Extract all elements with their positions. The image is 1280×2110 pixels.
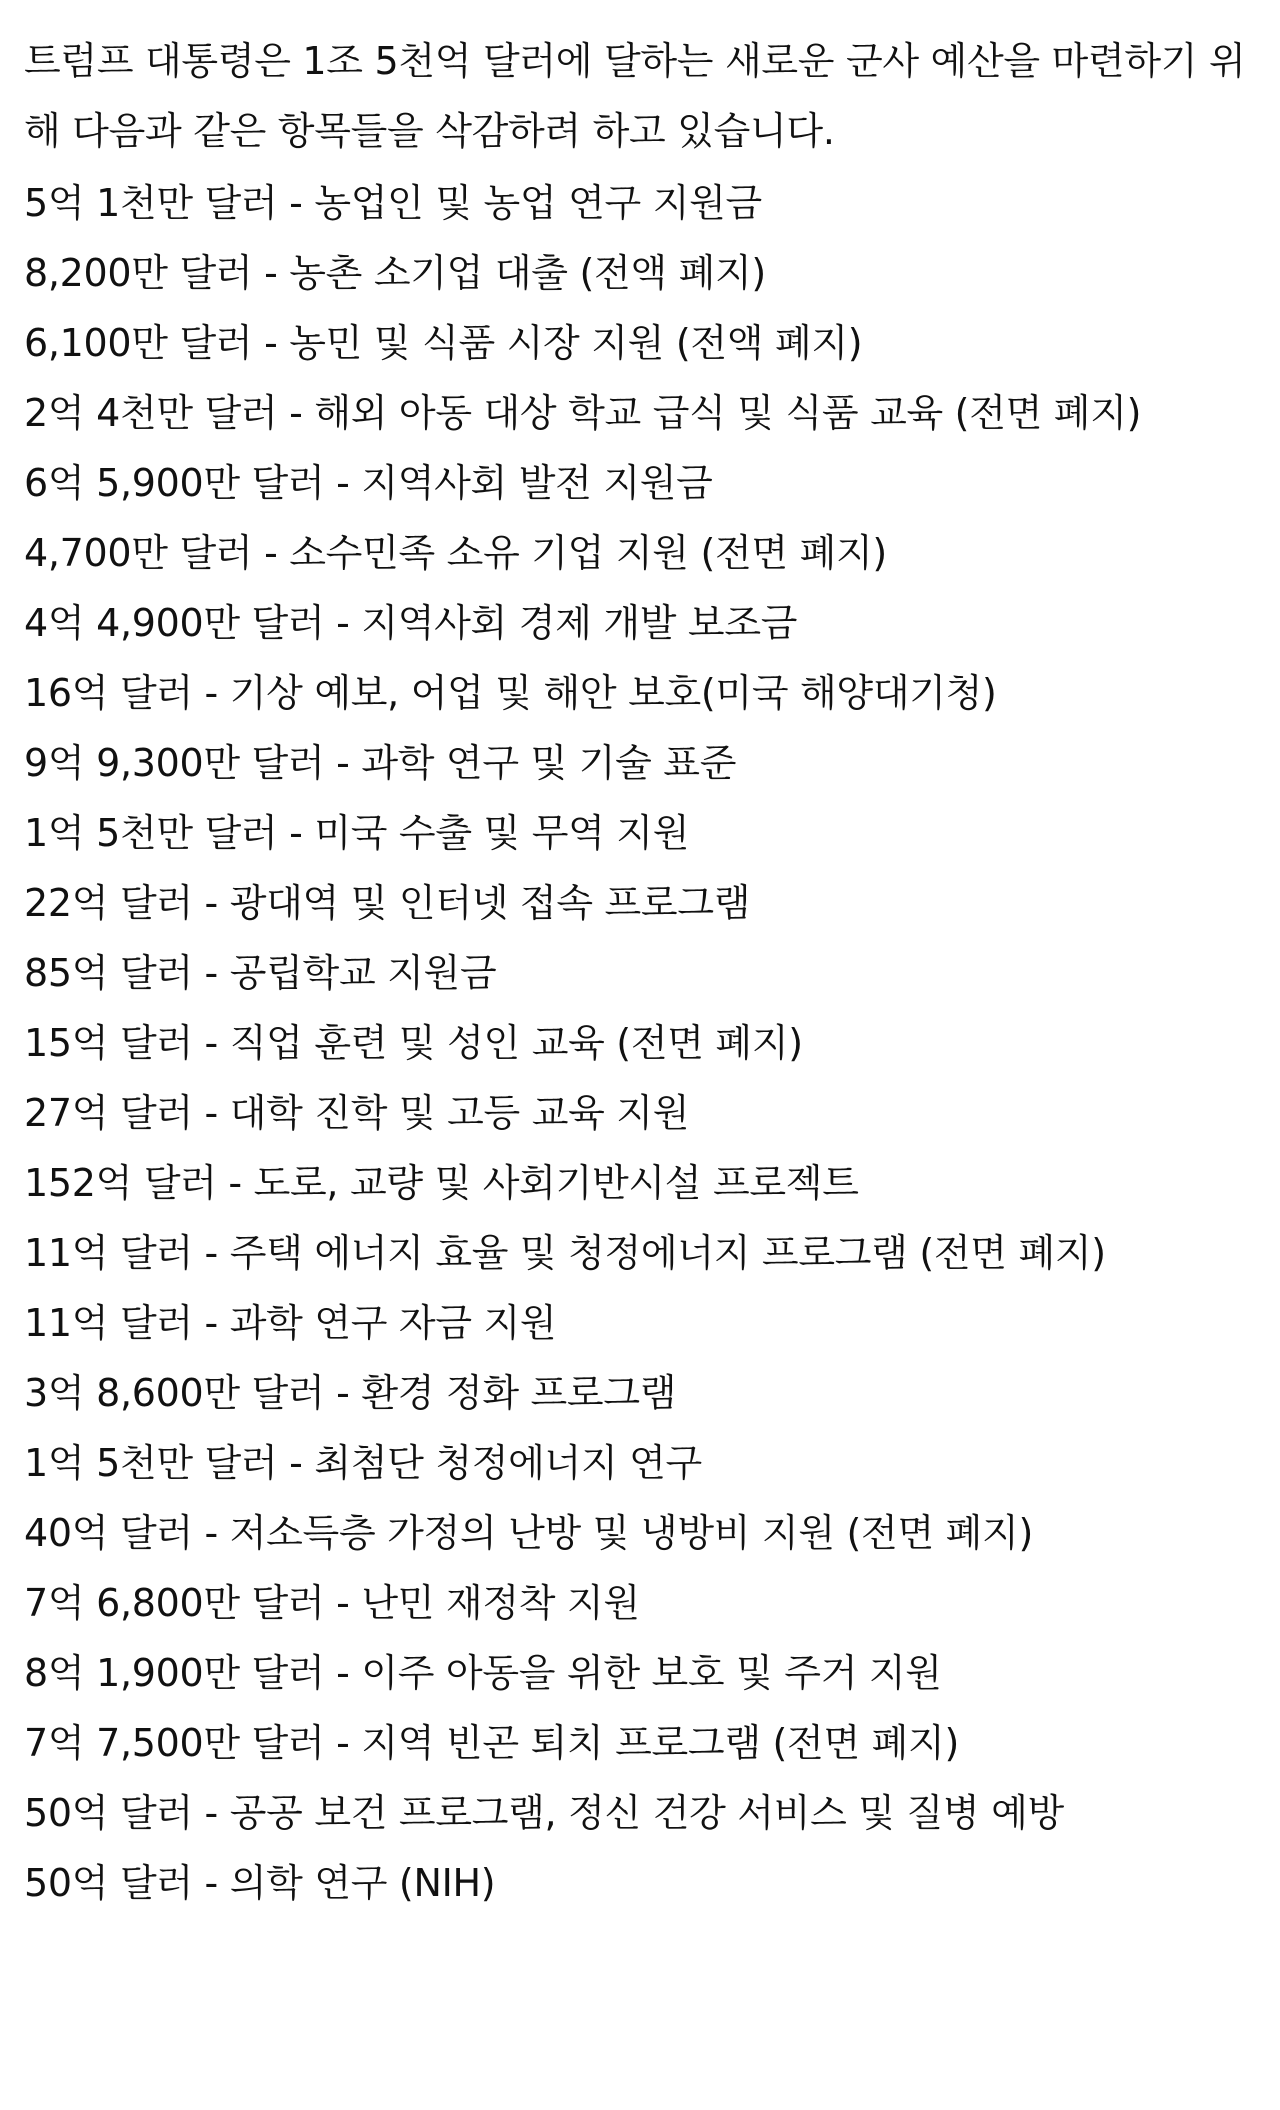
- list-item: 50억 달러 - 의학 연구 (NIH): [24, 1861, 496, 1905]
- list-item: 9억 9,300만 달러 - 과학 연구 및 기술 표준: [24, 741, 737, 785]
- list-item: 6,100만 달러 - 농민 및 식품 시장 지원 (전액 폐지): [24, 321, 863, 365]
- list-item: 27억 달러 - 대학 진학 및 고등 교육 지원: [24, 1091, 690, 1135]
- list-item: 3억 8,600만 달러 - 환경 정화 프로그램: [24, 1371, 677, 1415]
- list-item: 8억 1,900만 달러 - 이주 아동을 위한 보호 및 주거 지원: [24, 1651, 942, 1695]
- list-item: 5억 1천만 달러 - 농업인 및 농업 연구 지원금: [24, 181, 762, 225]
- list-item: 22억 달러 - 광대역 및 인터넷 접속 프로그램: [24, 881, 751, 925]
- list-item: 4억 4,900만 달러 - 지역사회 경제 개발 보조금: [24, 601, 798, 645]
- list-item: 16억 달러 - 기상 예보, 어업 및 해안 보호(미국 해양대기청): [24, 671, 997, 715]
- list-item: 2억 4천만 달러 - 해외 아동 대상 학교 급식 및 식품 교육 (전면 폐지): [24, 391, 1142, 435]
- list-item: 6억 5,900만 달러 - 지역사회 발전 지원금: [24, 461, 713, 505]
- list-item: 7억 7,500만 달러 - 지역 빈곤 퇴치 프로그램 (전면 폐지): [24, 1721, 959, 1765]
- list-item: 15억 달러 - 직업 훈련 및 성인 교육 (전면 폐지): [24, 1021, 803, 1065]
- intro-paragraph: 트럼프 대통령은 1조 5천억 달러에 달하는 새로운 군사 예산을 마련하기 위해 다음과 같은 항목들을 삭감하려 하고 있습니다.: [24, 39, 1246, 153]
- list-item: 7억 6,800만 달러 - 난민 재정착 지원: [24, 1581, 640, 1625]
- list-item: 152억 달러 - 도로, 교량 및 사회기반시설 프로젝트: [24, 1161, 859, 1205]
- budget-cut-list: [24, 168, 1256, 1918]
- list-item: 11억 달러 - 과학 연구 자금 지원: [24, 1301, 557, 1345]
- list-item: 50억 달러 - 공공 보건 프로그램, 정신 건강 서비스 및 질병 예방: [24, 1791, 1064, 1835]
- list-item: 1억 5천만 달러 - 최첨단 청정에너지 연구: [24, 1441, 702, 1485]
- list-item: 4,700만 달러 - 소수민족 소유 기업 지원 (전면 폐지): [24, 531, 887, 575]
- list-item: 40억 달러 - 저소득층 가정의 난방 및 냉방비 지원 (전면 폐지): [24, 1511, 1033, 1555]
- list-item: 85억 달러 - 공립학교 지원금: [24, 951, 497, 995]
- list-item: 1억 5천만 달러 - 미국 수출 및 무역 지원: [24, 811, 690, 855]
- list-item: 8,200만 달러 - 농촌 소기업 대출 (전액 폐지): [24, 251, 766, 295]
- list-item: 11억 달러 - 주택 에너지 효율 및 청정에너지 프로그램 (전면 폐지): [24, 1231, 1106, 1275]
